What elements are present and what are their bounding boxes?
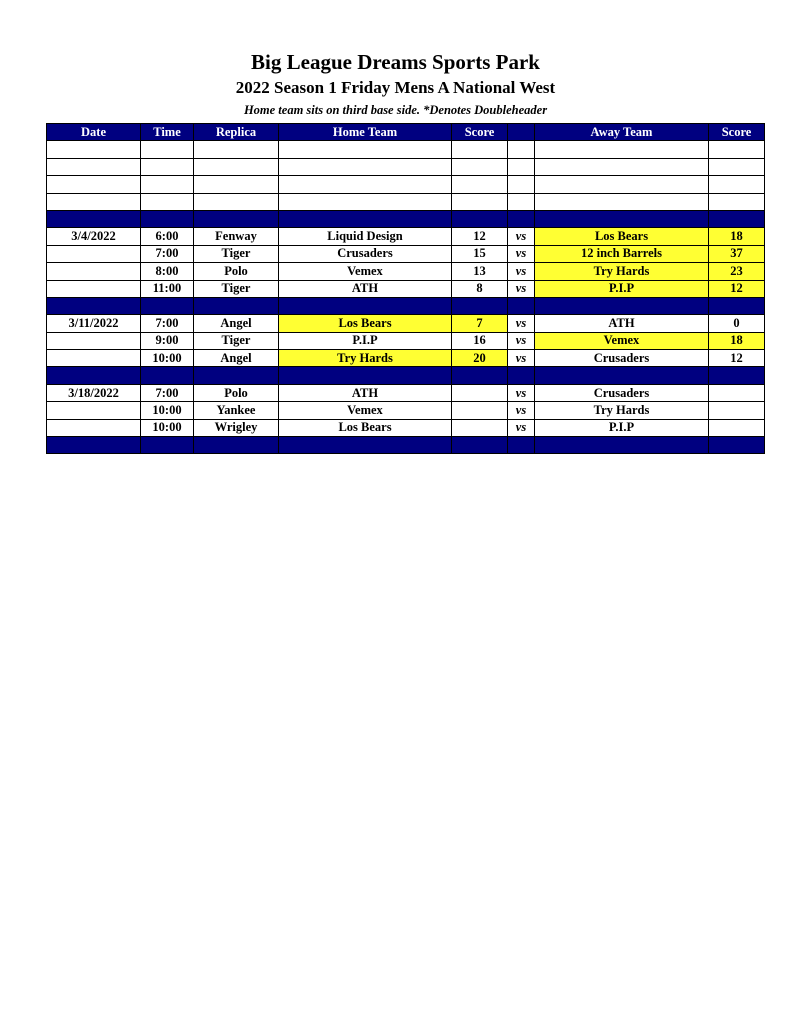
home-score: 15 (452, 245, 508, 262)
blank-cell (141, 141, 194, 158)
game-replica-field: Angel (194, 315, 279, 332)
game-time: 10:00 (141, 419, 194, 436)
separator-cell (279, 367, 452, 384)
away-score: 0 (709, 315, 765, 332)
blank-cell (194, 141, 279, 158)
blank-cell (452, 176, 508, 193)
game-replica-field: Angel (194, 350, 279, 367)
game-time: 10:00 (141, 402, 194, 419)
game-date: 3/18/2022 (47, 384, 141, 401)
game-time: 10:00 (141, 350, 194, 367)
blank-cell (535, 141, 709, 158)
page-subtitle: 2022 Season 1 Friday Mens A National West (235, 78, 556, 97)
vs-label: vs (508, 402, 535, 419)
home-team: Los Bears (279, 315, 452, 332)
column-header-date: Date (47, 124, 141, 141)
blank-row (47, 141, 765, 158)
blank-cell (709, 141, 765, 158)
vs-label: vs (508, 280, 535, 297)
game-row (47, 402, 765, 419)
away-score: 37 (709, 245, 765, 262)
game-time: 7:00 (141, 384, 194, 401)
vs-label: vs (508, 245, 535, 262)
game-date (47, 350, 141, 367)
schedule-table (46, 123, 765, 454)
game-time: 7:00 (141, 315, 194, 332)
column-header-home-team: Home Team (279, 124, 452, 141)
home-score: 8 (452, 280, 508, 297)
separator-cell (535, 437, 709, 454)
blank-cell (535, 158, 709, 175)
game-row (47, 263, 765, 280)
game-replica-field: Tiger (194, 280, 279, 297)
blank-row (47, 158, 765, 175)
game-row (47, 245, 765, 262)
away-score (709, 402, 765, 419)
away-team: P.I.P (535, 280, 709, 297)
home-team: Los Bears (279, 419, 452, 436)
vs-label: vs (508, 315, 535, 332)
blank-row (47, 176, 765, 193)
game-replica-field: Polo (194, 384, 279, 401)
away-team: Crusaders (535, 350, 709, 367)
column-header-away-team: Away Team (535, 124, 709, 141)
separator-cell (194, 297, 279, 314)
table-header-row (47, 124, 765, 141)
blank-cell (141, 158, 194, 175)
blank-cell (279, 158, 452, 175)
separator-cell (141, 437, 194, 454)
separator-cell (709, 437, 765, 454)
away-team: P.I.P (535, 419, 709, 436)
game-row (47, 350, 765, 367)
blank-cell (508, 193, 535, 210)
separator-cell (508, 297, 535, 314)
separator-cell (279, 210, 452, 227)
game-row (47, 315, 765, 332)
away-team: Try Hards (535, 402, 709, 419)
blank-cell (194, 158, 279, 175)
separator-cell (535, 210, 709, 227)
game-date (47, 402, 141, 419)
separator-cell (47, 437, 141, 454)
home-team: Liquid Design (279, 228, 452, 245)
away-team: Crusaders (535, 384, 709, 401)
week-separator-row (47, 297, 765, 314)
column-header-vs (508, 124, 535, 141)
game-replica-field: Polo (194, 263, 279, 280)
game-replica-field: Tiger (194, 245, 279, 262)
separator-cell (508, 437, 535, 454)
blank-cell (194, 193, 279, 210)
away-score: 18 (709, 332, 765, 349)
home-score (452, 402, 508, 419)
game-time: 11:00 (141, 280, 194, 297)
blank-cell (452, 158, 508, 175)
separator-cell (141, 297, 194, 314)
home-team: P.I.P (279, 332, 452, 349)
home-score (452, 384, 508, 401)
separator-cell (47, 367, 141, 384)
away-team: Try Hards (535, 263, 709, 280)
game-date: 3/4/2022 (47, 228, 141, 245)
blank-cell (508, 141, 535, 158)
vs-label: vs (508, 332, 535, 349)
column-header-replica: Replica (194, 124, 279, 141)
separator-cell (279, 437, 452, 454)
separator-cell (194, 437, 279, 454)
game-date (47, 419, 141, 436)
separator-cell (535, 297, 709, 314)
game-time: 9:00 (141, 332, 194, 349)
blank-cell (141, 193, 194, 210)
schedule-body (47, 141, 765, 454)
page-title: Big League Dreams Sports Park (251, 50, 540, 74)
away-score: 23 (709, 263, 765, 280)
game-time: 7:00 (141, 245, 194, 262)
blank-cell (452, 141, 508, 158)
game-time: 6:00 (141, 228, 194, 245)
game-row (47, 228, 765, 245)
blank-cell (47, 176, 141, 193)
game-row (47, 332, 765, 349)
separator-cell (452, 367, 508, 384)
blank-cell (709, 158, 765, 175)
home-team: ATH (279, 384, 452, 401)
away-score (709, 419, 765, 436)
vs-label: vs (508, 228, 535, 245)
blank-cell (47, 193, 141, 210)
week-separator-row (47, 437, 765, 454)
blank-cell (508, 158, 535, 175)
home-score: 12 (452, 228, 508, 245)
away-team: Los Bears (535, 228, 709, 245)
column-header-time: Time (141, 124, 194, 141)
home-score: 13 (452, 263, 508, 280)
away-team: Vemex (535, 332, 709, 349)
home-team: Crusaders (279, 245, 452, 262)
week-separator-row (47, 210, 765, 227)
away-score (709, 384, 765, 401)
away-score: 18 (709, 228, 765, 245)
schedule-note: Home team sits on third base side. *Denotes Doubleheader (243, 103, 548, 117)
game-date (47, 332, 141, 349)
game-row (47, 419, 765, 436)
separator-cell (709, 210, 765, 227)
blank-cell (709, 176, 765, 193)
separator-cell (141, 210, 194, 227)
away-team: ATH (535, 315, 709, 332)
game-replica-field: Yankee (194, 402, 279, 419)
game-date: 3/11/2022 (47, 315, 141, 332)
separator-cell (141, 367, 194, 384)
column-header-away-score: Score (709, 124, 765, 141)
separator-cell (508, 367, 535, 384)
separator-cell (452, 297, 508, 314)
game-replica-field: Tiger (194, 332, 279, 349)
home-team: Try Hards (279, 350, 452, 367)
home-score: 7 (452, 315, 508, 332)
home-team: ATH (279, 280, 452, 297)
home-team: Vemex (279, 263, 452, 280)
separator-cell (47, 297, 141, 314)
game-date (47, 280, 141, 297)
game-time: 8:00 (141, 263, 194, 280)
separator-cell (279, 297, 452, 314)
separator-cell (508, 210, 535, 227)
blank-row (47, 193, 765, 210)
blank-cell (279, 141, 452, 158)
blank-cell (194, 176, 279, 193)
vs-label: vs (508, 263, 535, 280)
blank-cell (141, 176, 194, 193)
game-row (47, 280, 765, 297)
separator-cell (452, 210, 508, 227)
separator-cell (47, 210, 141, 227)
separator-cell (194, 367, 279, 384)
blank-cell (279, 176, 452, 193)
blank-cell (47, 158, 141, 175)
separator-cell (194, 210, 279, 227)
game-replica-field: Fenway (194, 228, 279, 245)
blank-cell (535, 176, 709, 193)
week-separator-row (47, 367, 765, 384)
game-date (47, 263, 141, 280)
blank-cell (279, 193, 452, 210)
home-score: 20 (452, 350, 508, 367)
blank-cell (452, 193, 508, 210)
separator-cell (452, 437, 508, 454)
separator-cell (709, 297, 765, 314)
separator-cell (535, 367, 709, 384)
blank-cell (535, 193, 709, 210)
home-score (452, 419, 508, 436)
vs-label: vs (508, 384, 535, 401)
game-replica-field: Wrigley (194, 419, 279, 436)
game-date (47, 245, 141, 262)
home-team: Vemex (279, 402, 452, 419)
separator-cell (709, 367, 765, 384)
home-score: 16 (452, 332, 508, 349)
blank-cell (47, 141, 141, 158)
column-header-home-score: Score (452, 124, 508, 141)
away-team: 12 inch Barrels (535, 245, 709, 262)
away-score: 12 (709, 350, 765, 367)
game-row (47, 384, 765, 401)
vs-label: vs (508, 350, 535, 367)
blank-cell (508, 176, 535, 193)
blank-cell (709, 193, 765, 210)
away-score: 12 (709, 280, 765, 297)
vs-label: vs (508, 419, 535, 436)
